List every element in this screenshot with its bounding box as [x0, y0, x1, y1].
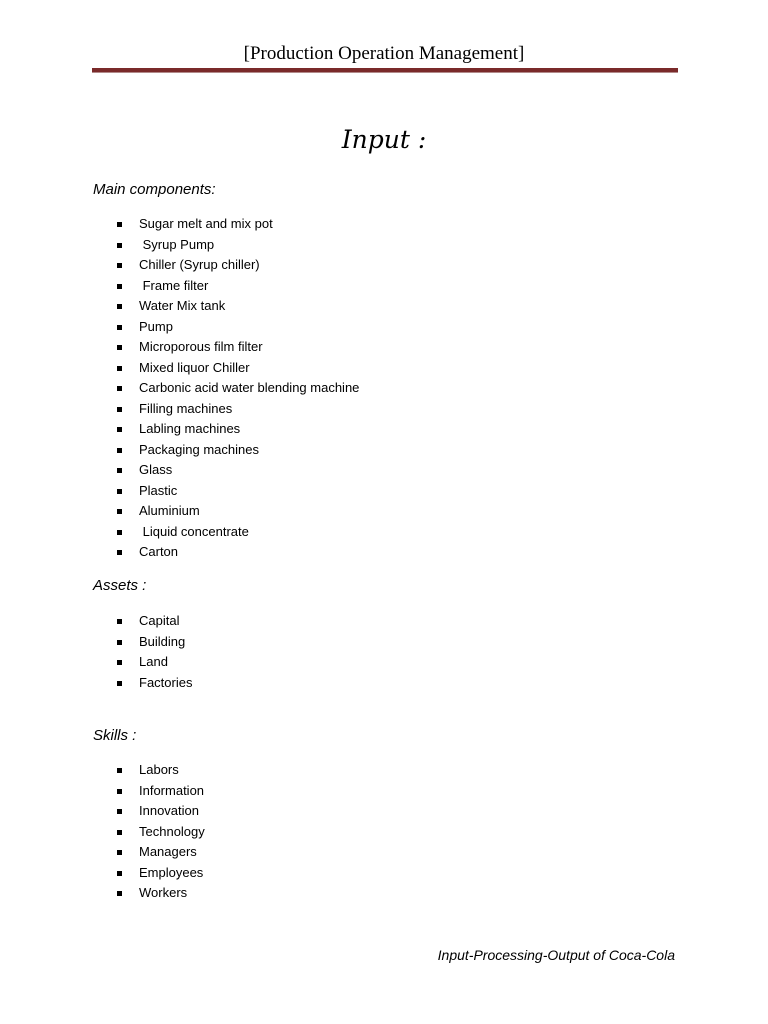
list-item — [116, 399, 359, 420]
list-item — [116, 822, 205, 843]
square-bullet-icon — [117, 768, 122, 773]
square-bullet-icon — [117, 850, 122, 855]
skills-list — [116, 760, 205, 904]
list-item-text: Workers — [139, 885, 188, 900]
main-components-list — [116, 214, 359, 563]
section-title-assets: Assets : — [93, 577, 147, 594]
footer-caption: Input-Processing-Output of Coca-Cola — [437, 947, 675, 963]
list-item-text: Filling machines — [139, 400, 233, 416]
list-item-text: Water Mix tank — [139, 298, 226, 313]
list-item — [116, 501, 359, 522]
list-item — [116, 378, 359, 399]
list-item-text: Chiller (Syrup chiller) — [139, 257, 260, 272]
square-bullet-icon — [117, 619, 122, 624]
square-bullet-icon — [117, 830, 122, 835]
list-item — [116, 842, 205, 863]
list-item-text: Packaging machines — [139, 441, 259, 457]
square-bullet-icon — [117, 871, 122, 876]
square-bullet-icon — [117, 448, 122, 453]
square-bullet-icon — [117, 243, 122, 248]
list-item-text: Aluminium — [139, 503, 200, 518]
square-bullet-icon — [117, 407, 122, 412]
list-item — [116, 522, 359, 543]
square-bullet-icon — [117, 489, 122, 494]
list-item-text: Plastic — [139, 482, 178, 498]
list-item — [116, 358, 359, 379]
list-item — [116, 255, 359, 276]
square-bullet-icon — [117, 325, 122, 330]
header-rule — [92, 68, 678, 73]
square-bullet-icon — [117, 366, 122, 371]
list-item — [116, 652, 192, 673]
page-heading: Input : — [341, 125, 427, 154]
square-bullet-icon — [117, 891, 122, 896]
header-title: [Production Operation Management] — [243, 43, 525, 64]
square-bullet-icon — [117, 222, 122, 227]
list-item — [116, 296, 359, 317]
list-item-text: Liquid concentrate — [139, 523, 249, 539]
square-bullet-icon — [117, 263, 122, 268]
list-item-text: Mixed liquor Chiller — [139, 359, 250, 375]
list-item — [116, 781, 205, 802]
list-item-text: Carbonic acid water blending machine — [139, 380, 360, 395]
list-item — [116, 542, 359, 563]
square-bullet-icon — [117, 660, 122, 665]
list-item-text: Managers — [139, 844, 197, 859]
list-item — [116, 863, 205, 884]
list-item-text: Glass — [139, 462, 173, 477]
list-item-text: Building — [139, 633, 186, 649]
list-item — [116, 337, 359, 358]
square-bullet-icon — [117, 789, 122, 794]
list-item — [116, 760, 205, 781]
list-item — [116, 632, 192, 653]
list-item-text: Technology — [139, 823, 205, 839]
square-bullet-icon — [117, 386, 122, 391]
list-item-text: Frame filter — [139, 277, 209, 293]
square-bullet-icon — [117, 468, 122, 473]
square-bullet-icon — [117, 550, 122, 555]
list-item — [116, 611, 192, 632]
square-bullet-icon — [117, 509, 122, 514]
list-item-text: Sugar melt and mix pot — [139, 216, 273, 231]
list-item — [116, 883, 205, 904]
list-item-text: Labling machines — [139, 421, 241, 436]
list-item-text: Innovation — [139, 803, 199, 818]
list-item-text: Pump — [139, 318, 173, 334]
square-bullet-icon — [117, 345, 122, 350]
square-bullet-icon — [117, 530, 122, 535]
list-item-text: Capital — [139, 613, 180, 628]
list-item — [116, 440, 359, 461]
list-item — [116, 214, 359, 235]
square-bullet-icon — [117, 809, 122, 814]
list-item — [116, 317, 359, 338]
section-title-main-components: Main components: — [93, 181, 216, 198]
list-item-text: Factories — [139, 674, 193, 690]
list-item — [116, 419, 359, 440]
list-item-text: Land — [139, 654, 168, 669]
square-bullet-icon — [117, 427, 122, 432]
list-item — [116, 801, 205, 822]
list-item — [116, 235, 359, 256]
list-item — [116, 460, 359, 481]
list-item-text: Employees — [139, 864, 204, 880]
list-item-text: Carton — [139, 544, 179, 559]
square-bullet-icon — [117, 681, 122, 686]
square-bullet-icon — [117, 640, 122, 645]
list-item — [116, 276, 359, 297]
list-item — [116, 481, 359, 502]
square-bullet-icon — [117, 284, 122, 289]
list-item-text: Microporous film filter — [139, 339, 263, 354]
list-item-text: Labors — [139, 762, 179, 777]
assets-list — [116, 611, 192, 693]
list-item-text: Syrup Pump — [139, 236, 215, 252]
list-item — [116, 673, 192, 694]
square-bullet-icon — [117, 304, 122, 309]
section-title-skills: Skills : — [93, 727, 137, 744]
list-item-text: Information — [139, 782, 205, 798]
